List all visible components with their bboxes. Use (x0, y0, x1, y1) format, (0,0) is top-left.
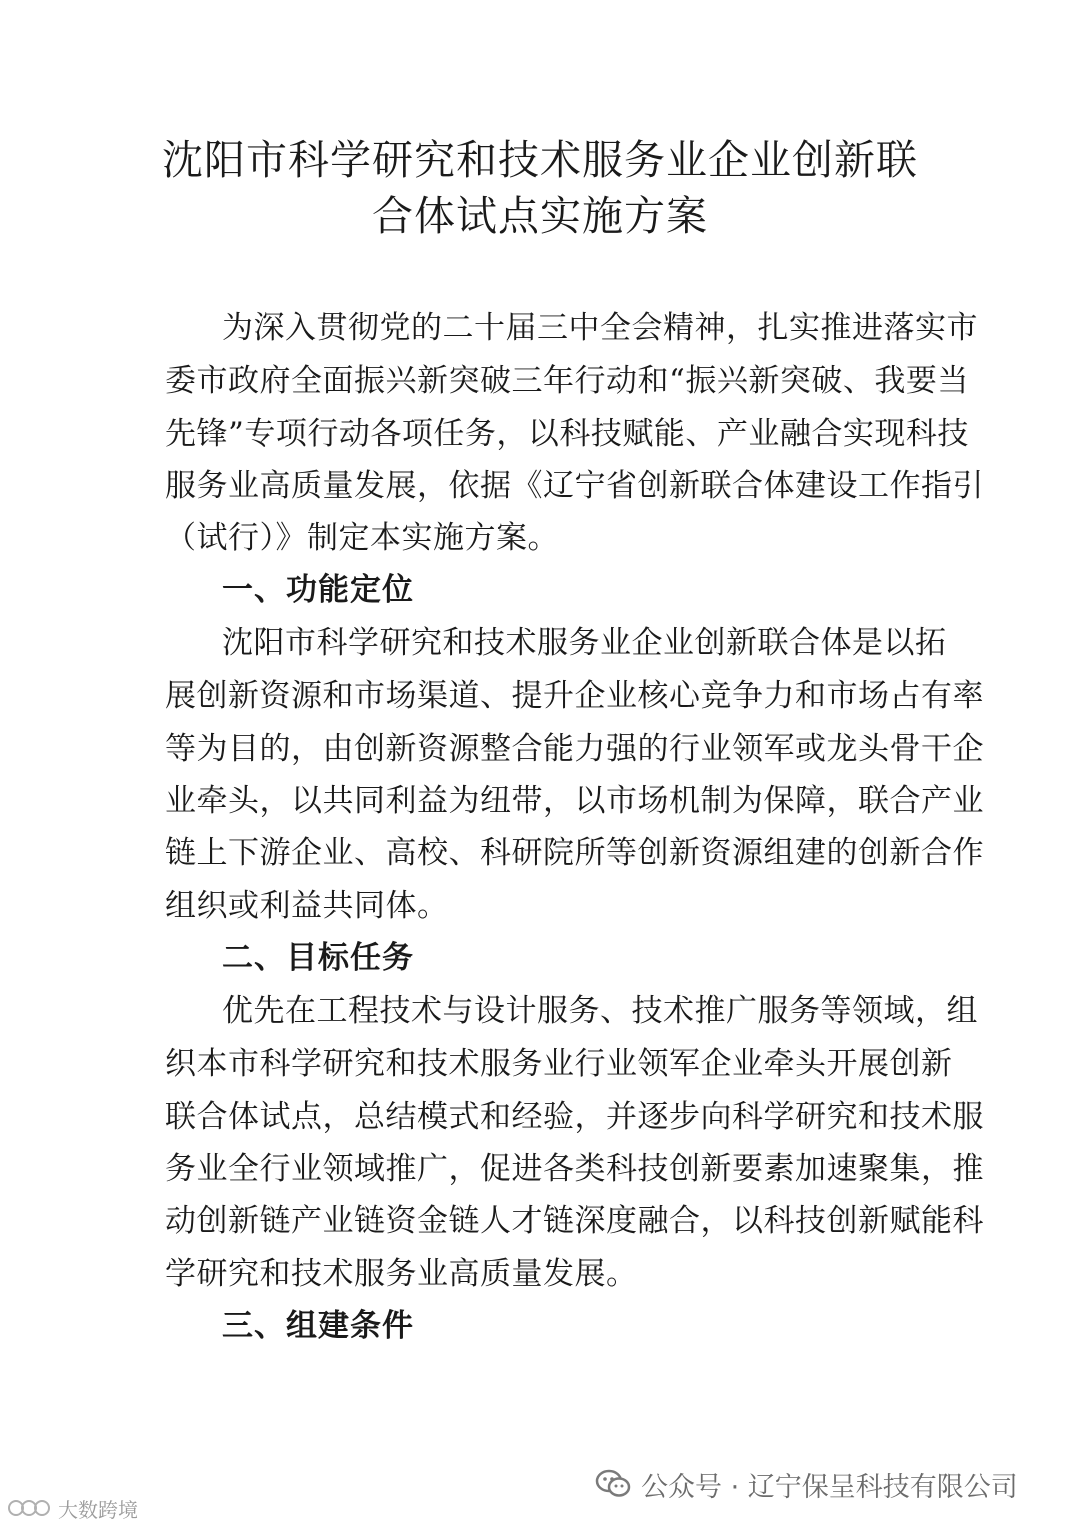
section1-line: 链上下游企业、高校、科研院所等创新资源组建的创新合作 (165, 835, 984, 871)
wechat-icon (595, 1469, 631, 1499)
intro-line: 服务业高质量发展，依据《辽宁省创新联合体建设工作指引 (165, 468, 984, 504)
section1-line: 业牵头，以共同利益为纽带，以市场机制为保障，联合产业 (165, 783, 984, 819)
section-heading-1: 一、功能定位 (222, 572, 414, 608)
section1-line: 组织或利益共同体。 (165, 888, 449, 924)
intro-line: 委市政府全面振兴新突破三年行动和“振兴新突破、我要当 (165, 363, 969, 399)
logo-icon (6, 1496, 52, 1520)
section1-line: 展创新资源和市场渠道、提升企业核心竞争力和市场占有率 (165, 678, 984, 714)
section2-line: 务业全行业领域推广，促进各类科技创新要素加速聚集，推 (165, 1151, 984, 1187)
section2-line: 联合体试点，总结模式和经验，并逐步向科学研究和技术服 (165, 1099, 984, 1135)
section2-line: 动创新链产业链资金链人才链深度融合，以科技创新赋能科 (165, 1203, 984, 1239)
corner-watermark-text: 大数跨境 (58, 1497, 138, 1522)
section2-line: 织本市科学研究和技术服务业行业领军企业牵头开展创新 (165, 1046, 953, 1082)
section-heading-3: 三、组建条件 (222, 1308, 414, 1344)
wechat-watermark (595, 1464, 1018, 1504)
corner-watermark (6, 1493, 138, 1523)
section1-line: 沈阳市科学研究和技术服务业企业创新联合体是以拓 (222, 625, 947, 661)
intro-line: 先锋”专项行动各项任务，以科技赋能、产业融合实现科技 (165, 416, 969, 452)
section2-line: 学研究和技术服务业高质量发展。 (165, 1256, 638, 1292)
watermark-text: 公众号 · 辽宁保呈科技有限公司 (641, 1471, 1018, 1503)
title-line: 合体试点实施方案 (372, 192, 708, 240)
section2-line: 优先在工程技术与设计服务、技术推广服务等领域，组 (222, 993, 978, 1029)
document-title (0, 132, 1080, 244)
title-line: 沈阳市科学研究和技术服务业企业创新联 (162, 136, 918, 184)
section1-line: 等为目的，由创新资源整合能力强的行业领军或龙头骨干企 (165, 731, 984, 767)
intro-line: （试行）》制定本实施方案。 (165, 520, 559, 556)
section-heading-2: 二、目标任务 (222, 940, 414, 976)
intro-line: 为深入贯彻党的二十届三中全会精神，扎实推进落实市 (222, 310, 978, 346)
